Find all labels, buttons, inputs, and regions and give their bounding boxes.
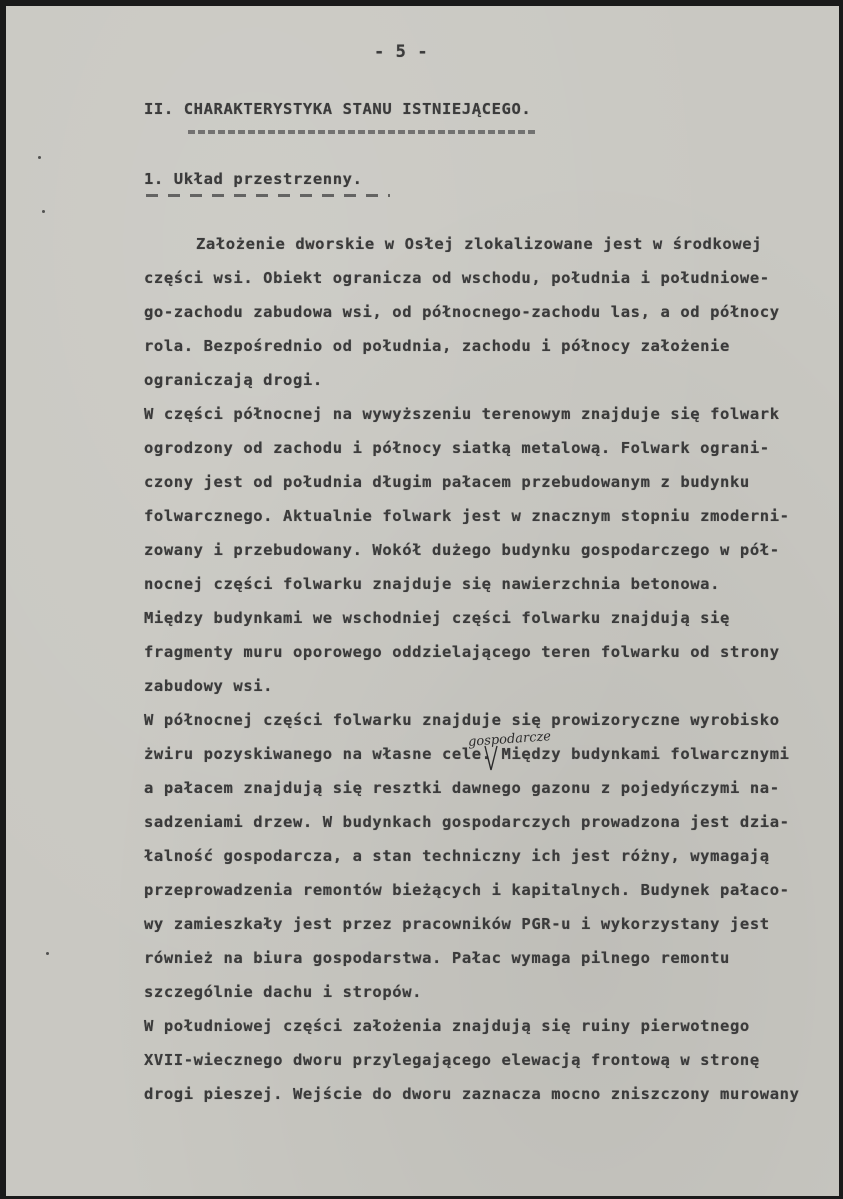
margin-dot	[42, 210, 45, 213]
insertion-caret-icon	[484, 744, 498, 772]
body-line: XVII-wiecznego dworu przylegającego elewacją frontową w stronę	[144, 1051, 760, 1069]
body-line: łalność gospodarcza, a stan techniczny ich jest różny, wymagają	[144, 847, 770, 865]
document-page	[6, 6, 839, 1196]
margin-dot	[38, 156, 41, 159]
body-line: Założenie dworskie w Osłej zlokalizowane jest w środkowej	[196, 235, 763, 253]
subsection-heading: 1. Układ przestrzenny.	[144, 170, 363, 188]
body-line: W południowej części założenia znajdują się ruiny pierwotnego	[144, 1017, 750, 1035]
body-line: nocnej części folwarku znajduje się nawierzchnia betonowa.	[144, 575, 721, 593]
body-line: przeprowadzenia remontów bieżących i kapitalnych. Budynek pałaco-	[144, 881, 790, 899]
margin-dot	[46, 952, 49, 955]
body-line: drogi pieszej. Wejście do dworu zaznacza mocno zniszczony murowany	[144, 1085, 800, 1103]
body-line: zabudowy wsi.	[144, 677, 274, 695]
body-line: a pałacem znajdują się resztki dawnego gazonu z pojedyńczymi na-	[144, 779, 780, 797]
body-line: rola. Bezpośrednio od południa, zachodu i północy założenie	[144, 337, 730, 355]
section-heading: II. CHARAKTERYSTYKA STANU ISTNIEJĄCEGO.	[144, 100, 532, 118]
body-line: również na biura gospodarstwa. Pałac wymaga pilnego remontu	[144, 949, 730, 967]
body-line: czony jest od południa długim pałacem przebudowanym z budynku	[144, 473, 750, 491]
body-line: Między budynkami we wschodniej części folwarku znajdują się	[144, 609, 730, 627]
section-heading-underline	[188, 130, 536, 134]
body-line: ograniczają drogi.	[144, 371, 323, 389]
body-line: zowany i przebudowany. Wokół dużego budynku gospodarczego w pół-	[144, 541, 780, 559]
page-number: - 5 -	[374, 42, 429, 62]
body-line: fragmenty muru oporowego oddzielającego teren folwarku od strony	[144, 643, 780, 661]
subsection-heading-underline	[146, 194, 390, 197]
body-line: szczególnie dachu i stropów.	[144, 983, 423, 1001]
body-line: wy zamieszkały jest przez pracowników PGR-u i wykorzystany jest	[144, 915, 770, 933]
body-line: W północnej części folwarku znajduje się prowizoryczne wyrobisko	[144, 711, 780, 729]
body-line: W części północnej na wywyższeniu terenowym znajduje się folwark	[144, 405, 780, 423]
handwritten-annotation: gospodarcze	[467, 729, 552, 750]
body-line: żwiru pozyskiwanego na własne cele. Między budynkami folwarcznymi	[144, 745, 790, 763]
body-line: folwarcznego. Aktualnie folwark jest w znacznym stopniu zmoderni-	[144, 507, 790, 525]
body-line: go-zachodu zabudowa wsi, od północnego-zachodu las, a od północy	[144, 303, 780, 321]
body-line: ogrodzony od zachodu i północy siatką metalową. Folwark ograni-	[144, 439, 770, 457]
body-line: sadzeniami drzew. W budynkach gospodarczych prowadzona jest dzia-	[144, 813, 790, 831]
body-line: części wsi. Obiekt ogranicza od wschodu, południa i południowe-	[144, 269, 770, 287]
